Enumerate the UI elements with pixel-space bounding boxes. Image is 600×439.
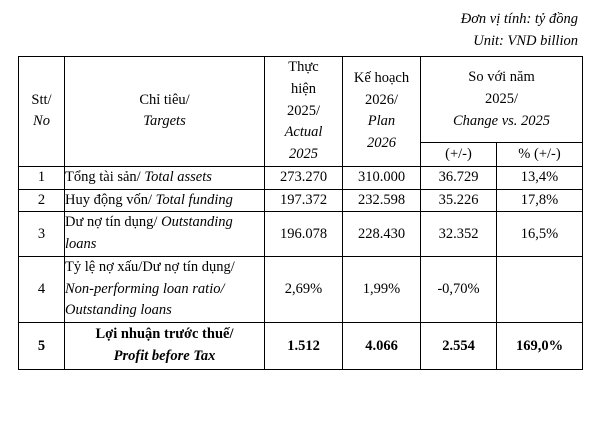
header-actual-vi-2: hiện — [291, 80, 316, 97]
cell-target-en: Total funding — [152, 191, 233, 208]
cell-no: 3 — [19, 212, 65, 257]
cell-target-en-2: Outstanding loans — [65, 302, 172, 319]
cell-plan: 232.598 — [343, 189, 421, 212]
header-target-en: Targets — [143, 113, 186, 130]
cell-target-vi: Tỷ lệ nợ xấu/Dư nợ tín dụng/ — [65, 258, 235, 275]
header-no-vi: Stt/ — [31, 92, 52, 109]
unit-note-vi: Đơn vị tính: tỷ đồng — [460, 11, 578, 27]
header-plan-vi-1: Kế hoạch — [353, 69, 410, 86]
header-actual-en-1: Actual — [284, 124, 323, 141]
header-plan-en-1: Plan — [367, 113, 396, 130]
cell-change-abs: 35.226 — [421, 189, 497, 212]
cell-change-pct: 16,5% — [497, 212, 583, 257]
cell-target-en: Profit before Tax — [113, 348, 216, 364]
cell-change-pct: 17,8% — [497, 189, 583, 212]
cell-no: 5 — [19, 323, 65, 370]
cell-actual: 196.078 — [265, 212, 343, 257]
header-plan-vi-2: 2026/ — [364, 91, 399, 108]
table-row — [19, 323, 583, 370]
table-row — [19, 256, 583, 322]
header-cell-actual-2025 — [265, 57, 343, 167]
header-cell-change — [421, 57, 583, 143]
header-no-en: No — [33, 113, 50, 130]
header-actual-en-2: 2025 — [289, 146, 318, 162]
cell-target — [65, 323, 265, 370]
cell-change-pct: 169,0% — [497, 323, 583, 370]
table-row — [19, 212, 583, 257]
header-cell-plan-2026 — [343, 57, 421, 167]
cell-target — [65, 189, 265, 212]
cell-no: 4 — [19, 256, 65, 322]
cell-change-abs: 36.729 — [421, 166, 497, 189]
cell-change-abs: -0,70% — [421, 256, 497, 322]
header-cell-change-pct: % (+/-) — [497, 143, 583, 166]
cell-actual: 273.270 — [265, 166, 343, 189]
table-header-row-main — [19, 57, 583, 143]
cell-plan: 4.066 — [343, 323, 421, 370]
header-target-vi: Chỉ tiêu/ — [139, 92, 190, 109]
header-change-vi-2: 2025/ — [484, 90, 519, 107]
cell-target-vi: Dư nợ tín dụng/ — [65, 214, 158, 231]
cell-target-vi: Lợi nhuận trước thuế/ — [95, 326, 234, 343]
header-plan-en-2: 2026 — [367, 135, 396, 152]
unit-note — [461, 8, 578, 53]
cell-target-en: Total assets — [140, 168, 212, 185]
cell-target — [65, 256, 265, 322]
table-row — [19, 166, 583, 189]
cell-plan: 1,99% — [343, 256, 421, 322]
unit-note-en: Unit: VND billion — [473, 33, 578, 50]
cell-change-abs: 2.554 — [421, 323, 497, 370]
table-row — [19, 189, 583, 212]
cell-target-en: Outstanding loans — [65, 214, 233, 252]
header-change-vi-1: So với năm — [468, 69, 535, 86]
cell-target — [65, 212, 265, 257]
header-actual-vi-3: 2025/ — [286, 102, 321, 119]
cell-plan: 310.000 — [343, 166, 421, 189]
cell-target-vi: Tổng tài sản/ — [65, 168, 141, 185]
cell-target — [65, 166, 265, 189]
cell-change-pct: 13,4% — [497, 166, 583, 189]
cell-plan: 228.430 — [343, 212, 421, 257]
cell-change-abs: 32.352 — [421, 212, 497, 257]
header-cell-target — [65, 57, 265, 167]
cell-target-en: Non-performing loan ratio/ — [65, 280, 225, 297]
financial-targets-table — [18, 56, 582, 370]
header-cell-no — [19, 57, 65, 167]
cell-actual: 197.372 — [265, 189, 343, 212]
cell-no: 1 — [19, 166, 65, 189]
header-actual-vi-1: Thực — [288, 59, 319, 75]
header-change-en: Change vs. 2025 — [452, 112, 551, 129]
cell-no: 2 — [19, 189, 65, 212]
cell-change-pct — [497, 256, 583, 322]
header-cell-change-abs: (+/-) — [421, 143, 497, 166]
cell-target-vi: Huy động vốn/ — [65, 191, 152, 208]
cell-actual: 1.512 — [265, 323, 343, 370]
cell-actual: 2,69% — [265, 256, 343, 322]
